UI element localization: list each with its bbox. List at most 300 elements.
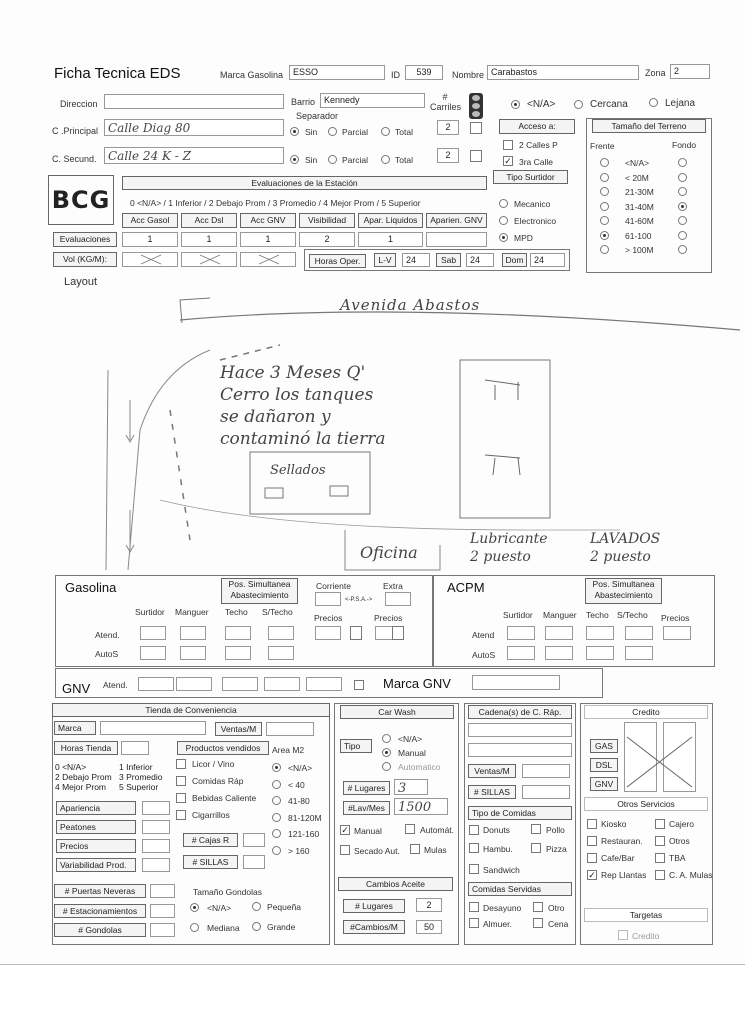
sillas-field[interactable]: [243, 855, 265, 869]
gasolina-extra: Extra: [383, 581, 403, 591]
servicio-label: Kiosko: [601, 819, 627, 829]
tienda-ventas-field[interactable]: [266, 722, 314, 736]
fondo-label: Fondo: [672, 140, 697, 150]
marca-field[interactable]: ESSO: [289, 65, 385, 80]
dom-label: Dom: [502, 253, 527, 267]
servicio-check[interactable]: [587, 853, 597, 863]
carwash-manual-radio[interactable]: [382, 748, 391, 757]
fondo-radio[interactable]: [678, 158, 687, 167]
acceso-button[interactable]: Acceso a:: [499, 119, 575, 134]
location-na-label: <N/A>: [527, 99, 556, 110]
servicio-check[interactable]: [655, 853, 665, 863]
carriles-field-2[interactable]: 2: [437, 148, 459, 163]
tienda-eval-label: Apariencia: [56, 801, 136, 815]
lejana-radio[interactable]: [649, 98, 658, 107]
tienda-eval-field[interactable]: [142, 801, 170, 815]
gasolina-atend-cell[interactable]: [140, 626, 166, 640]
acpm-autos-cell[interactable]: [586, 646, 614, 660]
note-line-1: Hace 3 Meses Q': [220, 363, 366, 383]
tienda-eval-label: Variabilidad Prod.: [56, 858, 136, 872]
barrio-label: Barrio: [291, 97, 316, 107]
eval-col-header: Acc Gasol: [122, 213, 178, 228]
oficina-label: Oficina: [360, 543, 418, 562]
terreno-option-label: < 20M: [625, 172, 649, 183]
eval-value-field[interactable]: 1: [358, 232, 423, 247]
otro-check[interactable]: [533, 902, 543, 912]
sin-label-2: Sin: [305, 155, 318, 165]
page-title: Ficha Tecnica EDS: [54, 65, 181, 82]
acpm-col-stecho: S/Techo: [617, 610, 648, 620]
servicio-check[interactable]: [587, 836, 597, 846]
parcial-label-2: Parcial: [342, 155, 368, 165]
cadena-title: Cadena(s) de C. Ráp.: [468, 705, 572, 719]
gasolina-atend-cell[interactable]: [225, 626, 251, 640]
carwash-auto-radio[interactable]: [382, 762, 391, 771]
producto-label: Bebidas Caliente: [192, 793, 257, 803]
c-secund-label: C. Secund.: [52, 154, 97, 164]
direccion-label: Direccion: [60, 99, 98, 109]
gnv-marca: Marca GNV: [383, 676, 451, 691]
fondo-radio[interactable]: [678, 231, 687, 240]
credito-check[interactable]: [618, 930, 628, 940]
almuer-label: Almuer.: [483, 919, 512, 929]
terreno-option-label: 41-60M: [625, 216, 654, 226]
carriles-check-2[interactable]: [470, 150, 482, 162]
avenida-handwriting: Avenida Abastos: [340, 296, 481, 314]
area-radio[interactable]: [272, 813, 281, 822]
area-option-label: < 40: [288, 779, 305, 790]
otros-servicios-title: Otros Servicios: [584, 797, 708, 811]
x-mark: [241, 253, 296, 266]
donuts-label: Donuts: [483, 825, 510, 835]
producto-check[interactable]: [176, 776, 186, 786]
producto-check[interactable]: [176, 759, 186, 769]
area-option-label: 81-120M: [288, 812, 322, 823]
acpm-precios: Precios: [661, 613, 690, 623]
servicio-check[interactable]: ✓: [588, 870, 596, 880]
mpd-label: MPD: [514, 233, 533, 243]
eval-col-header: Acc Dsl: [181, 213, 237, 228]
productos-label: Productos vendidos: [177, 741, 269, 755]
scale-0: 0 <N/A>: [55, 762, 87, 772]
pollo-check[interactable]: [531, 824, 541, 834]
cadena-field-2[interactable]: [468, 743, 572, 757]
grande-label: Grande: [267, 922, 296, 932]
gasolina-corriente: Corriente: [316, 581, 351, 591]
x-mark: [123, 253, 178, 266]
carriles-field-1[interactable]: 2: [437, 120, 459, 135]
carwash-manual-check[interactable]: ✓: [341, 825, 349, 835]
cadena-sillas-field[interactable]: [522, 785, 570, 799]
tienda-horas-field[interactable]: [121, 741, 149, 755]
carwash-manual-check-label: Manual: [354, 826, 382, 836]
tipo-comidas-label: Tipo de Comidas: [468, 806, 572, 820]
producto-label: Cigarrillos: [192, 810, 230, 820]
donuts-check[interactable]: [469, 825, 479, 835]
total-label-1: Total: [395, 127, 413, 137]
frente-radio[interactable]: [600, 187, 609, 196]
parcial-label-1: Parcial: [342, 127, 368, 137]
gasolina-pos: Pos. Simultanea Abastecimiento: [221, 578, 298, 604]
sin-radio-2[interactable]: [290, 155, 299, 164]
area-radio[interactable]: [272, 780, 281, 789]
area-option-label: <N/A>: [288, 763, 313, 773]
tienda-title: Tienda de Conveniencia: [52, 703, 330, 717]
cambios-lugares-field[interactable]: 2: [416, 898, 442, 912]
frente-radio[interactable]: [600, 202, 609, 211]
tamano-label: Tamaño Gondolas: [193, 887, 262, 897]
cercana-radio[interactable]: [574, 100, 583, 109]
eval-col-header: Apar. Liquidos: [358, 213, 423, 228]
mediana-label: Mediana: [207, 923, 240, 933]
pequena-label: Pequeña: [267, 902, 302, 912]
cena-label: Cena: [548, 919, 569, 929]
scale-2: 2 Debajo Prom: [55, 772, 112, 782]
servicio-label: Otros: [669, 836, 690, 846]
cercana-label: Cercana: [590, 99, 628, 110]
tamano-na-radio[interactable]: [190, 903, 199, 912]
fondo-radio[interactable]: [678, 202, 687, 211]
servicio-label: Rep Llantas: [601, 870, 647, 880]
tamano-na-label: <N/A>: [207, 903, 232, 913]
terreno-option-label: > 100M: [625, 245, 654, 255]
layout-note: [220, 362, 386, 450]
carwash-tipo: Tipo: [340, 739, 372, 753]
cadena-sillas-label: # SILLAS: [468, 785, 516, 799]
frente-radio[interactable]: [600, 231, 609, 240]
cambios-label: #Cambios/M: [343, 920, 405, 934]
fondo-radio[interactable]: [678, 245, 687, 254]
credito-check-label: Credito: [632, 931, 660, 941]
c-principal-label: C .Principal: [52, 126, 99, 136]
eval-value-field[interactable]: 2: [299, 232, 355, 247]
carwash-lugares-label: # Lugares: [343, 781, 390, 795]
tienda-marca-field[interactable]: [100, 721, 206, 735]
sab-label: Sab: [436, 253, 461, 267]
gasolina-autos-cell[interactable]: [225, 646, 251, 660]
separador-label: Separador: [296, 111, 339, 121]
cena-check[interactable]: [533, 918, 543, 928]
eval-col-header: Acc GNV: [240, 213, 296, 228]
tienda-eval-field[interactable]: [142, 820, 170, 834]
servicio-label: TBA: [669, 853, 686, 863]
vol-field[interactable]: [240, 252, 296, 267]
dom-field[interactable]: 24: [530, 253, 565, 267]
acpm-atend-cell[interactable]: [625, 626, 653, 640]
area-radio[interactable]: [272, 846, 281, 855]
acpm-atend-cell[interactable]: [507, 626, 535, 640]
carwash-secado-check[interactable]: [340, 845, 350, 855]
area-option-label: > 160: [288, 845, 310, 856]
gasolina-precios-2: Precios: [374, 613, 403, 623]
gasolina-autos-cell[interactable]: [140, 646, 166, 660]
gasolina-col-techo: Techo: [225, 607, 248, 617]
lejana-label: Lejana: [665, 98, 696, 109]
mediana-radio[interactable]: [190, 923, 199, 932]
c-secund-field[interactable]: Calle 24 K - Z: [104, 147, 284, 164]
puertas-field[interactable]: [150, 884, 175, 898]
acpm-atend-cell[interactable]: [545, 626, 573, 640]
eval-value-field[interactable]: 1: [122, 232, 178, 247]
frente-radio[interactable]: [600, 173, 609, 182]
pollo-label: Pollo: [546, 825, 565, 835]
cajas-field[interactable]: [243, 833, 265, 847]
carriles-label: # Carriles: [430, 92, 462, 112]
acpm-atend-cell[interactable]: [586, 626, 614, 640]
carwash-manual-label: Manual: [398, 748, 426, 758]
gasolina-title: Gasolina: [65, 580, 117, 595]
servicio-check[interactable]: [655, 819, 665, 829]
gasolina-autos: AutoS: [95, 649, 119, 659]
servicio-check[interactable]: [655, 836, 665, 846]
gasolina-col-stecho: S/Techo: [262, 607, 293, 617]
acpm-autos: AutoS: [472, 650, 496, 660]
bcg-logo: BCG: [48, 175, 114, 225]
total-radio-1[interactable]: [381, 127, 390, 136]
acpm-autos-cell[interactable]: [625, 646, 653, 660]
evaluaciones-scale: 0 <N/A> / 1 Inferior / 2 Debajo Prom / 3 Promedio / 4 Mejor Prom / 5 Superior: [130, 198, 421, 208]
tienda-ventas-label: Ventas/M: [215, 722, 262, 736]
lavados-note: [590, 530, 660, 566]
frente-radio[interactable]: [600, 158, 609, 167]
gasolina-col-surtidor: Surtidor: [135, 607, 165, 617]
fondo-radio[interactable]: [678, 187, 687, 196]
gnv-check[interactable]: [354, 680, 364, 690]
pizza-check[interactable]: [531, 843, 541, 853]
area-radio[interactable]: [272, 763, 281, 772]
scale-5: 5 Superior: [119, 782, 159, 792]
gnv-title: GNV: [62, 681, 91, 696]
gnv-atend-cell[interactable]: [138, 677, 174, 691]
evaluaciones-row-label: Evaluaciones: [53, 232, 117, 247]
grande-radio[interactable]: [252, 922, 261, 931]
producto-check[interactable]: [176, 793, 186, 803]
electronico-radio[interactable]: [499, 216, 508, 225]
sellados-label: Sellados: [270, 463, 326, 478]
sin-radio-1[interactable]: [290, 127, 299, 136]
acpm-atend-cell[interactable]: [663, 626, 691, 640]
tienda-horas-label: Horas Tienda: [54, 741, 118, 755]
carwash-lav-label: #Lav/Mes: [343, 801, 390, 815]
carwash-lav-field[interactable]: 1500: [394, 798, 448, 815]
traffic-light-icon: [469, 93, 483, 119]
area-radio[interactable]: [272, 829, 281, 838]
acpm-col-surtidor: Surtidor: [503, 610, 533, 620]
gasolina-atend-cell[interactable]: [268, 626, 294, 640]
eval-col-header: Visibilidad: [299, 213, 355, 228]
puertas-label: # Puertas Neveras: [54, 884, 146, 898]
vol-label: Vol (KG/M):: [53, 252, 117, 267]
sin-label-1: Sin: [305, 127, 318, 137]
acpm-pos: Pos. Simultanea Abastecimiento: [585, 578, 662, 604]
acpm-col-manguer: Manguer: [543, 610, 577, 620]
carriles-check-1[interactable]: [470, 122, 482, 134]
calles-p-check[interactable]: [503, 140, 513, 150]
pizza-label: Pizza: [546, 844, 567, 854]
servicio-label: C. A. Mulas: [669, 870, 713, 880]
id-label: ID: [391, 70, 400, 80]
servicio-label: Cafe/Bar: [601, 853, 635, 863]
eval-value-field[interactable]: 1: [240, 232, 296, 247]
layout-label: Layout: [64, 276, 98, 288]
fondo-radio[interactable]: [678, 216, 687, 225]
tienda-scale: [55, 762, 175, 792]
producto-label: Licor / Vino: [192, 759, 235, 769]
scale-3: 3 Promedio: [119, 772, 163, 782]
servicio-check[interactable]: [655, 870, 665, 880]
estacionamientos-label: # Estacionamientos: [54, 904, 146, 918]
terreno-option-label: <N/A>: [625, 158, 650, 168]
sillas-label: # SILLAS: [183, 855, 238, 869]
cadena-ventas-field[interactable]: [522, 764, 570, 778]
credito-dsl: DSL: [590, 758, 618, 772]
zona-field[interactable]: 2: [670, 64, 710, 79]
tipo-surtidor-button[interactable]: Tipo Surtidor: [493, 170, 568, 184]
gasolina-atend-cell[interactable]: [180, 626, 206, 640]
direccion-field[interactable]: [104, 94, 284, 109]
tienda-eval-label: Peatones: [56, 820, 136, 834]
sab-field[interactable]: 24: [466, 253, 494, 267]
cambios-field[interactable]: 50: [416, 920, 442, 934]
horas-label: Horas Oper.: [309, 254, 366, 268]
scale-4: 4 Mejor Prom: [55, 782, 107, 792]
sandwich-label: Sandwich: [483, 865, 520, 875]
gnv-marca-field[interactable]: [472, 675, 560, 690]
tienda-marca-label: Marca: [54, 721, 96, 735]
servicio-label: Cajero: [669, 819, 695, 829]
tienda-eval-label: Precios: [56, 839, 136, 853]
almuer-check[interactable]: [469, 918, 479, 928]
parcial-radio-1[interactable]: [328, 127, 337, 136]
credito-title: Credito: [584, 705, 708, 719]
terreno-title: Tamaño del Terreno: [592, 119, 706, 133]
cadena-ventas-label: Ventas/M: [468, 764, 516, 778]
producto-label: Comidas Ráp: [192, 776, 244, 786]
scale-1: 1 Inferior: [119, 762, 153, 772]
note-line-2: Cerro los tanques: [220, 385, 374, 405]
gasolina-extra-field[interactable]: [385, 592, 411, 606]
carwash-na-radio[interactable]: [382, 734, 391, 743]
zona-label: Zona: [645, 68, 666, 78]
gasolina-atend-cell[interactable]: [392, 626, 404, 640]
carwash-automat-label: Automát.: [420, 825, 455, 835]
eval-value-field[interactable]: [426, 232, 487, 247]
gasolina-autos-cell[interactable]: [268, 646, 294, 660]
area-radio[interactable]: [272, 796, 281, 805]
lavados-line-2: 2 puesto: [590, 549, 651, 565]
barrio-field[interactable]: Kennedy: [320, 93, 425, 108]
terreno-option-label: 61-100: [625, 230, 652, 241]
tienda-eval-field[interactable]: [142, 858, 170, 872]
eval-value-field[interactable]: 1: [181, 232, 237, 247]
carwash-automat-check[interactable]: [405, 824, 415, 834]
lubricante-line-2: 2 puesto: [470, 549, 531, 565]
acpm-autos-cell[interactable]: [545, 646, 573, 660]
marca-label: Marca Gasolina: [220, 70, 284, 80]
total-radio-2[interactable]: [381, 155, 390, 164]
servicio-check[interactable]: [587, 819, 597, 829]
cambios-lugares-label: # Lugares: [343, 899, 405, 913]
credito-cross-mark: [622, 732, 698, 792]
vol-field[interactable]: [122, 252, 178, 267]
carwash-lugares-field[interactable]: 3: [394, 779, 428, 795]
frente-radio[interactable]: [600, 216, 609, 225]
pequena-radio[interactable]: [252, 902, 261, 911]
acpm-autos-cell[interactable]: [507, 646, 535, 660]
hambu-label: Hambu.: [483, 844, 513, 854]
gnv-atend-cell[interactable]: [222, 677, 258, 691]
x-mark: [182, 253, 237, 266]
desayuno-check[interactable]: [469, 902, 479, 912]
tienda-eval-field[interactable]: [142, 839, 170, 853]
gasolina-atend-cell[interactable]: [350, 626, 362, 640]
gnv-atend-cell[interactable]: [176, 677, 212, 691]
total-label-2: Total: [395, 155, 413, 165]
c-principal-field[interactable]: Calle Diag 80: [104, 119, 284, 136]
hambu-check[interactable]: [469, 843, 479, 853]
nombre-field[interactable]: Carabastos: [487, 65, 639, 80]
gnv-atend-cell[interactable]: [306, 677, 342, 691]
terreno-option-label: 31-40M: [625, 201, 654, 212]
comidas-servidas-label: Comidas Servidas: [468, 882, 572, 896]
carwash-secado-label: Secado Aut.: [354, 846, 400, 856]
desayuno-label: Desayuno: [483, 903, 522, 913]
gnv-atend-cell[interactable]: [264, 677, 300, 691]
carwash-auto-label: Automatico: [398, 762, 441, 772]
note-line-3: se dañaron y: [220, 407, 331, 427]
evaluaciones-title: Evaluaciones de la Estación: [122, 176, 487, 190]
note-line-4: contaminó la tierra: [220, 429, 386, 449]
lavados-line-1: LAVADOS: [590, 531, 661, 547]
carwash-mulas-check[interactable]: [410, 844, 420, 854]
cadena-field-1[interactable]: [468, 723, 572, 737]
lubricante-note: [470, 530, 548, 566]
gasolina-atend: Atend.: [95, 630, 120, 640]
tercera-calle-check[interactable]: ✓: [504, 156, 512, 166]
sandwich-check[interactable]: [469, 864, 479, 874]
gasolina-corriente-field[interactable]: [315, 592, 341, 606]
producto-check[interactable]: [176, 810, 186, 820]
eval-col-header: Aparien. GNV: [426, 213, 487, 228]
calles-p-label: 2 Calles P: [519, 140, 558, 150]
credito-gnv: GNV: [590, 777, 618, 791]
frente-label: Frente: [590, 141, 615, 151]
frente-radio[interactable]: [600, 245, 609, 254]
cambios-title: Cambios Aceite: [338, 877, 453, 891]
gasolina-precios-1: Precios: [314, 613, 343, 623]
cajas-label: # Cajas R: [183, 833, 238, 847]
fondo-radio[interactable]: [678, 173, 687, 182]
gondolas-label: # Gondolas: [54, 923, 146, 937]
mpd-radio[interactable]: [499, 233, 508, 242]
servicio-label: Restauran.: [601, 836, 643, 846]
mecanico-label: Mecanico: [514, 199, 551, 209]
gasolina-atend-cell[interactable]: [315, 626, 341, 640]
tercera-calle-label: 3ra Calle: [519, 157, 554, 167]
id-field[interactable]: 539: [405, 65, 443, 80]
acpm-col-techo: Techo: [586, 610, 609, 620]
lubricante-line-1: Lubricante: [470, 531, 548, 547]
mecanico-radio[interactable]: [499, 199, 508, 208]
vol-field[interactable]: [181, 252, 237, 267]
gasolina-autos-cell[interactable]: [180, 646, 206, 660]
estacionamientos-field[interactable]: [150, 904, 175, 918]
lv-field[interactable]: 24: [402, 253, 430, 267]
location-na-radio[interactable]: [511, 100, 520, 109]
carwash-mulas-label: Mulas: [424, 845, 447, 855]
gondolas-field[interactable]: [150, 923, 175, 937]
parcial-radio-2[interactable]: [328, 155, 337, 164]
